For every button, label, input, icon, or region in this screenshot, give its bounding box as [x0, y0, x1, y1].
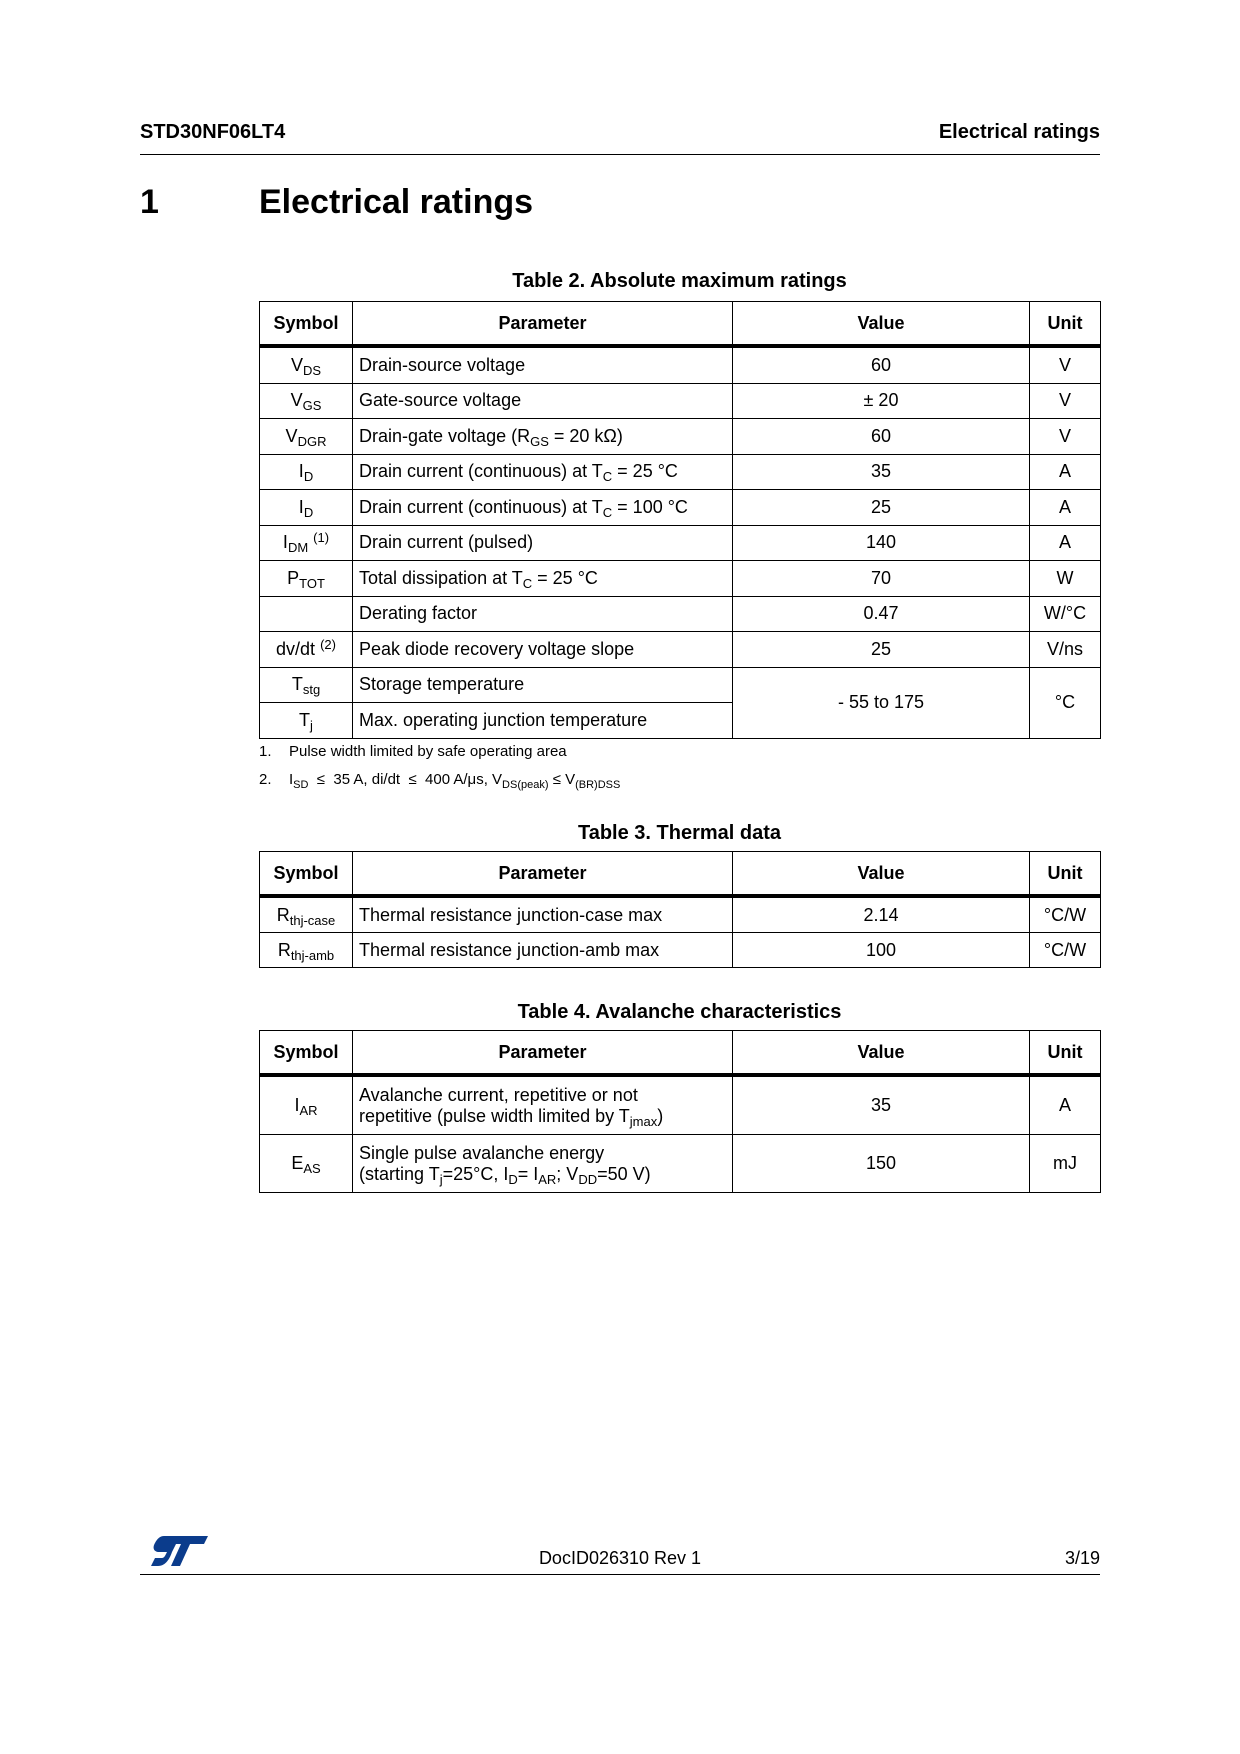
header-section-title: Electrical ratings [938, 121, 1100, 143]
col-symbol: Symbol [260, 1031, 353, 1076]
header-part-number: STD30NF06LT4 [140, 121, 286, 143]
value-cell: 25 [733, 490, 1030, 526]
col-symbol: Symbol [260, 852, 353, 897]
header-rule [140, 154, 1100, 155]
symbol-cell: $I_D$ [260, 490, 353, 526]
col-unit: Unit [1030, 302, 1101, 347]
symbol-cell: $E_{AS}$ [260, 1135, 353, 1193]
table2-caption: Table 2. Absolute maximum ratings [512, 270, 847, 292]
symbol-cell [260, 596, 353, 632]
value-cell: 0.47 [733, 596, 1030, 632]
unit-cell: A [1030, 454, 1101, 490]
value-cell: 35 [733, 454, 1030, 490]
absolute-max-ratings-table [259, 301, 1101, 739]
footer-page-number: 3/19 [1064, 1548, 1100, 1568]
symbol-cell: $V_{DGR}$ [260, 419, 353, 455]
parameter-cell: Drain current (pulsed) [353, 525, 733, 561]
unit-cell: °C/W [1030, 896, 1101, 933]
symbol-cell: $V_{DS}$ [260, 346, 353, 383]
parameter-cell: Single pulse avalanche energy (starting $T_j=25^\circ C$, $I_D= I_{AR}$; $V_{DD}=50$ V) [353, 1135, 733, 1193]
parameter-cell: Total dissipation at $T_C = 25$ °C [353, 561, 733, 597]
col-value: Value [733, 852, 1030, 897]
parameter-cell: Gate-source voltage [353, 383, 733, 419]
footer-doc-id: DocID026310 Rev 1 [538, 1548, 702, 1568]
value-cell: - 55 to 175 [733, 667, 1030, 738]
value-cell: 60 [733, 346, 1030, 383]
table-header-row [260, 302, 1101, 347]
avalanche-characteristics-table [259, 1030, 1101, 1193]
table-row [260, 896, 1101, 933]
parameter-cell: Drain current (continuous) at $T_C = 100$ °C [353, 490, 733, 526]
value-cell: ± 20 [733, 383, 1030, 419]
value-cell: 25 [733, 632, 1030, 668]
symbol-cell: $T_j$ [260, 703, 353, 739]
table-row [260, 933, 1101, 968]
parameter-cell: Drain current (continuous) at $T_C = 25$ °C [353, 454, 733, 490]
unit-cell: V [1030, 346, 1101, 383]
symbol-cell: $R_{thj-amb}$ [260, 933, 353, 968]
table-row [260, 490, 1101, 526]
unit-cell: °C/W [1030, 933, 1101, 968]
symbol-cell: dv/dt $^{(2)}$ [260, 632, 353, 668]
unit-cell: V/ns [1030, 632, 1101, 668]
symbol-cell: $T_{stg}$ [260, 667, 353, 703]
table3-caption: Table 3. Thermal data [577, 822, 782, 844]
parameter-cell: Peak diode recovery voltage slope [353, 632, 733, 668]
thermal-data-table [259, 851, 1101, 968]
unit-cell: W [1030, 561, 1101, 597]
unit-cell: W/°C [1030, 596, 1101, 632]
section-number: 1 [140, 183, 159, 221]
value-cell: 100 [733, 933, 1030, 968]
symbol-cell: $I_D$ [260, 454, 353, 490]
table-row [260, 1135, 1101, 1193]
footer-rule [140, 1574, 1100, 1575]
value-cell: 70 [733, 561, 1030, 597]
parameter-cell: Avalanche current, repetitive or not repetitive (pulse width limited by $T_{jmax}$) [353, 1075, 733, 1135]
parameter-cell: Storage temperature [353, 667, 733, 703]
table-row [260, 561, 1101, 597]
value-cell: 60 [733, 419, 1030, 455]
parameter-cell: Drain-source voltage [353, 346, 733, 383]
symbol-cell: $I_{DM}$ $^{(1)}$ [260, 525, 353, 561]
table-header-row [260, 1031, 1101, 1076]
parameter-cell: Thermal resistance junction-case max [353, 896, 733, 933]
parameter-cell: Drain-gate voltage ($R_{GS} = 20$ kΩ) [353, 419, 733, 455]
value-cell: 2.14 [733, 896, 1030, 933]
table-row [260, 596, 1101, 632]
value-cell: 140 [733, 525, 1030, 561]
value-cell: 35 [733, 1075, 1030, 1135]
col-value: Value [733, 1031, 1030, 1076]
unit-cell: A [1030, 490, 1101, 526]
col-unit: Unit [1030, 852, 1101, 897]
unit-cell: V [1030, 383, 1101, 419]
unit-cell: A [1030, 525, 1101, 561]
table-row [260, 667, 1101, 703]
unit-cell: V [1030, 419, 1101, 455]
col-unit: Unit [1030, 1031, 1101, 1076]
note-1: 1. Pulse width limited by safe operating area [259, 743, 567, 760]
table-row [260, 454, 1101, 490]
section-title: Electrical ratings [259, 183, 534, 221]
table2-notes [259, 743, 620, 799]
unit-cell: °C [1030, 667, 1101, 738]
unit-cell: A [1030, 1075, 1101, 1135]
symbol-cell: $I_{AR}$ [260, 1075, 353, 1135]
table-row [260, 346, 1101, 383]
parameter-cell: Thermal resistance junction-amb max [353, 933, 733, 968]
symbol-cell: $P_{TOT}$ [260, 561, 353, 597]
value-cell: 150 [733, 1135, 1030, 1193]
table-row [260, 525, 1101, 561]
table-row [260, 383, 1101, 419]
table-row [260, 419, 1101, 455]
note-2: 2. $I_{SD} \le 35$ A, di/dt ≤ 400 A/μs, $V_{DS(peak)} \le V_{(BR)DSS}$ [259, 771, 621, 791]
table-header-row [260, 852, 1101, 897]
table-row [260, 632, 1101, 668]
col-value: Value [733, 302, 1030, 347]
col-parameter: Parameter [353, 302, 733, 347]
symbol-cell: $V_{GS}$ [260, 383, 353, 419]
col-symbol: Symbol [260, 302, 353, 347]
unit-cell: mJ [1030, 1135, 1101, 1193]
parameter-cell: Max. operating junction temperature [353, 703, 733, 739]
symbol-cell: $R_{thj-case}$ [260, 896, 353, 933]
col-parameter: Parameter [353, 1031, 733, 1076]
table4-caption: Table 4. Avalanche characteristics [517, 1001, 842, 1023]
table-row [260, 1075, 1101, 1135]
parameter-cell: Derating factor [353, 596, 733, 632]
col-parameter: Parameter [353, 852, 733, 897]
